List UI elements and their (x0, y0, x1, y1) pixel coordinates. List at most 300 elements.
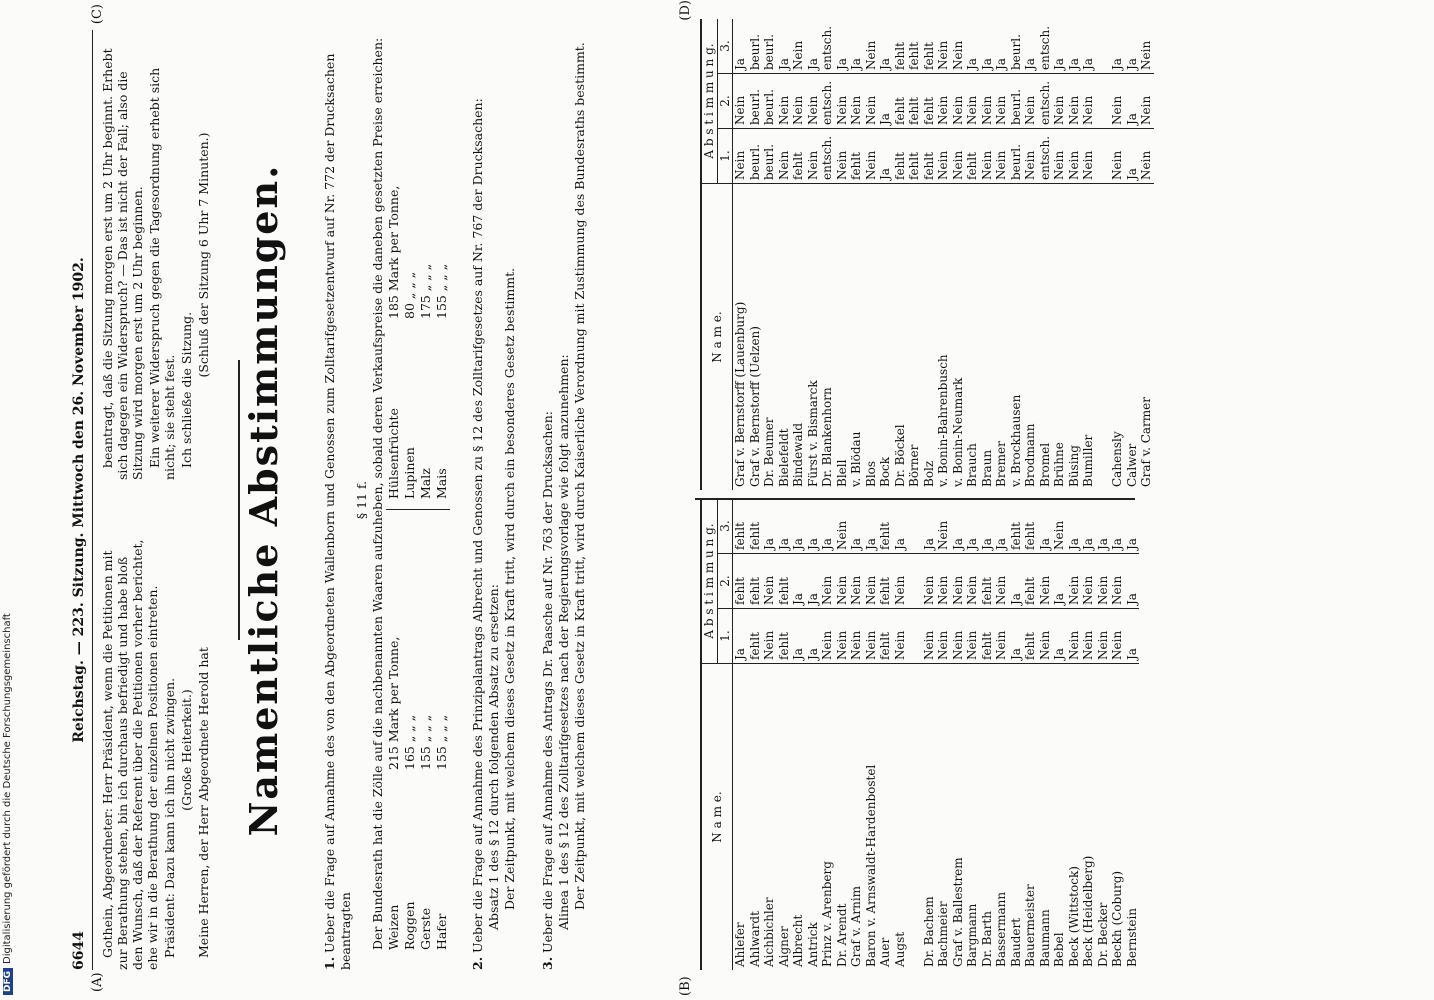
vote-cell-2: Nein (1081, 74, 1096, 129)
margin-marker-b: (B) (678, 976, 693, 996)
section-heading: Namentliche Abstimmungen. (241, 163, 286, 837)
section-divider (238, 360, 240, 640)
table-row (1052, 19, 1067, 490)
vote-cell-1: Ja (1125, 609, 1140, 664)
vote-cell-2: Nein (1067, 554, 1082, 609)
member-name: Graf v. Carmer (1139, 396, 1153, 487)
vote-cell-1: fehlt (980, 609, 995, 664)
vote-cell-1: Nein (864, 129, 879, 184)
vote-cell-1: Ja (878, 129, 893, 184)
member-name: Dr. Arendt (834, 903, 849, 967)
vote-cell-2: Nein (893, 554, 908, 609)
tariff-row (418, 510, 434, 950)
vote-cell-1: Ja (733, 609, 748, 664)
vote-cell-2: Nein (1081, 554, 1096, 609)
vote-cell-1: Nein (1139, 129, 1154, 184)
tariff-item: Gerste (418, 907, 433, 950)
tariff-list (386, 30, 450, 970)
vote-cell-3: Nein (936, 19, 951, 74)
member-name: Bielefeldt (776, 428, 791, 487)
vote-cell-1: fehlt (748, 609, 763, 664)
column-header-name: N a m e. (701, 664, 733, 971)
table-row (1081, 499, 1096, 970)
vote-cell-3: Nein (864, 19, 879, 74)
sidebar-credit-text (2, 600, 20, 995)
table-row (762, 499, 777, 970)
table-row (748, 499, 763, 970)
vote-cell-2: beurl. (762, 74, 777, 129)
table-row (922, 19, 937, 490)
vote-cell-1: Ja (1009, 609, 1024, 664)
vote-cell-2: entsch. (1038, 74, 1053, 129)
tariff-row (418, 59, 434, 499)
vote-cell-3: entsch. (820, 19, 835, 74)
table-row (748, 19, 763, 490)
tariff-row (434, 59, 450, 499)
vote-cell-1: Nein (951, 129, 966, 184)
vote-cell-3: Ja (922, 499, 937, 554)
vote-cell-1: Nein (951, 609, 966, 664)
vote-cell-3 (1096, 19, 1111, 74)
table-row (1081, 19, 1096, 490)
vote-cell-3: Ja (980, 19, 995, 74)
vote-cell-3: Ja (777, 19, 792, 74)
vote-cell-3: fehlt (922, 19, 937, 74)
vote-cell-2: Nein (951, 74, 966, 129)
vote-cell-2: Nein (1023, 74, 1038, 129)
member-name: Dr. Bachem (921, 896, 936, 967)
vote-cell-1: Nein (1096, 609, 1111, 664)
margin-marker-c: (C) (90, 4, 105, 25)
vote-cell-3: Ja (994, 499, 1009, 554)
tariff-left (386, 510, 450, 970)
member-name: Braun (979, 449, 994, 487)
page-number: 6644 (71, 931, 87, 970)
table-row (849, 19, 864, 490)
vote-cell-3: Ja (733, 19, 748, 74)
vote-cell-1: Nein (965, 609, 980, 664)
vote-cell-2: Nein (1110, 74, 1125, 129)
table-row (936, 499, 951, 970)
vote-cell-1: Nein (922, 609, 937, 664)
vote-cell-3: Ja (1081, 499, 1096, 554)
vote-cell-2: Nein (791, 74, 806, 129)
vote-cell-2: Nein (733, 74, 748, 129)
vote-cell-2: fehlt (777, 554, 792, 609)
vote-cell-3: Nein (1052, 499, 1067, 554)
member-name: Antrick (805, 922, 820, 967)
column-header-1: 1. (717, 609, 733, 664)
vote-cell-2: Nein (1067, 74, 1082, 129)
paragraph-ref: § 11 f. (354, 480, 369, 520)
vote-cell-1: entsch. (1038, 129, 1053, 184)
vote-cell-2: Nein (1052, 74, 1067, 129)
table-row (878, 499, 893, 970)
table-row (806, 499, 821, 970)
question-number: 1. (322, 956, 337, 970)
margin-marker-d: (D) (678, 0, 693, 21)
vote-cell-1: fehlt (777, 609, 792, 664)
table-row (980, 19, 995, 490)
table-row (1009, 499, 1024, 970)
table-row (878, 19, 893, 490)
table-row (1052, 499, 1067, 970)
member-name: Fürst v. Bismarck (805, 380, 820, 487)
table-row (820, 19, 835, 490)
table-row (951, 19, 966, 490)
member-name: Bernstein (1124, 907, 1139, 967)
question-text: Ueber die Frage auf Annahme des Antrags Dr. Paasche auf Nr. 763 der Drucksachen: (540, 411, 555, 953)
dfg-logo: DFG (3, 968, 13, 995)
vote-cell-1: Nein (849, 609, 864, 664)
vote-cell-1: Nein (936, 609, 951, 664)
member-name: Brodmann (1023, 423, 1037, 487)
vote-cell-3: Ja (893, 499, 908, 554)
tariff-price: 185 Mark per Tonne, (386, 185, 401, 319)
table-row (1096, 19, 1111, 490)
table-row (1125, 499, 1140, 970)
vote-cell-2: Nein (936, 74, 951, 129)
table-row (835, 499, 850, 970)
member-name (907, 664, 922, 971)
vote-cell-3: Nein (1139, 19, 1154, 74)
vote-cell-1: fehlt (893, 129, 908, 184)
table-row (791, 499, 806, 970)
vote-cell-3: Ja (878, 19, 893, 74)
vote-cell-2: fehlt (748, 554, 763, 609)
vote-cell-3: Ja (1110, 19, 1125, 74)
vote-cell-1: Nein (1067, 129, 1082, 184)
paragraph: Meine Herren, der Herr Abgeordnete Herold hat (196, 647, 211, 958)
member-name: Aigner (776, 926, 791, 967)
member-name: Börner (907, 444, 921, 487)
table-row (1023, 19, 1038, 490)
vote-cell-3: fehlt (733, 499, 748, 554)
vote-cell-2: Nein (1038, 554, 1053, 609)
vote-cell-1: Nein (762, 609, 777, 664)
vote-cell-1: Ja (806, 609, 821, 664)
member-name: Bremer (994, 441, 1008, 487)
member-name: Bock (878, 456, 892, 487)
vote-table-right (700, 19, 1154, 490)
table-header-row (701, 19, 717, 490)
vote-cell-2: fehlt (893, 74, 908, 129)
member-name: Bromel (1037, 442, 1052, 487)
vote-cell-2: Ja (1009, 554, 1024, 609)
vote-cell-1: fehlt (791, 129, 806, 184)
column-header-2: 2. (717, 554, 733, 609)
member-name: Bumiller (1081, 434, 1095, 487)
member-name: v. Blödau (849, 431, 863, 487)
vote-cell-1: fehlt (965, 129, 980, 184)
member-name: Beck (Wittstock) (1066, 866, 1081, 967)
vote-cell-1: Nein (777, 129, 792, 184)
table-row (1139, 19, 1154, 490)
member-name: Dr. Böckel (892, 424, 907, 487)
paragraph: Ich schließe die Sitzung. (179, 311, 194, 468)
member-name: Bachmeier (936, 901, 950, 967)
vote-cell-2 (907, 554, 922, 609)
column-header-abstimmung: A b s t i m m u n g. (701, 19, 717, 184)
member-name: Bebel (1052, 932, 1066, 967)
vote-cell-3: Nein (936, 499, 951, 554)
vote-cell-1: beurl. (748, 129, 763, 184)
vote-cell-1: fehlt (878, 609, 893, 664)
vote-cell-2: Nein (864, 554, 879, 609)
member-name: Cahensly (1110, 431, 1124, 487)
page-header (70, 30, 93, 970)
vote-cell-3: fehlt (893, 19, 908, 74)
member-name: Aichbichler (762, 897, 776, 967)
vote-cell-2: Ja (791, 554, 806, 609)
vote-cell-1: entsch. (820, 129, 835, 184)
vote-cell-2: Nein (777, 74, 792, 129)
vote-cell-1: Nein (994, 609, 1009, 664)
table-row (849, 499, 864, 970)
vote-cell-1: Nein (1038, 609, 1053, 664)
vote-cell-3: Ja (951, 499, 966, 554)
vote-cell-3: Ja (965, 19, 980, 74)
paragraph: Ein weiterer Widerspruch gegen die Tagesordnung erhebt sich nicht; sie steht fest. (147, 67, 177, 480)
vote-cell-2: Nein (762, 554, 777, 609)
member-name: v. Brockhausen (1008, 394, 1023, 487)
tariff-row (434, 510, 450, 950)
vote-cell-2: fehlt (980, 554, 995, 609)
table-row (864, 19, 879, 490)
vote-cell-2: fehlt (733, 554, 748, 609)
vote-cell-2: Nein (835, 74, 850, 129)
tariff-row (386, 510, 402, 950)
member-name: Beckh (Coburg) (1110, 870, 1124, 967)
column-header-name: N a m e. (701, 184, 733, 491)
column-header-3: 3. (717, 499, 733, 554)
vote-cell-2: Nein (980, 74, 995, 129)
vote-cell-1: Nein (864, 609, 879, 664)
vote-cell-2: fehlt (1023, 554, 1038, 609)
vote-cell-2: Ja (1125, 554, 1140, 609)
vote-cell-3: fehlt (748, 499, 763, 554)
vote-cell-3: Ja (820, 499, 835, 554)
vote-cell-2: Ja (878, 74, 893, 129)
question-sub: Der Zeitpunkt, mit welchem dieses Gesetz in Kraft tritt, wird durch ein besonderes Gesetz bestimmt. (502, 267, 517, 910)
member-name: Graf v. Bernstorff (Uelzen) (747, 326, 762, 487)
table-body (733, 499, 1140, 970)
member-name: Baudert (1008, 917, 1023, 967)
table-row (1038, 19, 1053, 490)
table-row (1009, 19, 1024, 490)
member-name: Brauch (965, 443, 979, 487)
vote-cell-1: Nein (806, 129, 821, 184)
vote-cell-2 (1096, 74, 1111, 129)
column-header-abstimmung: A b s t i m m u n g. (701, 499, 717, 664)
table-row (1096, 499, 1111, 970)
vote-cell-3: Nein (791, 19, 806, 74)
vote-cell-1: Ja (1125, 129, 1140, 184)
vote-cell-2: Nein (849, 74, 864, 129)
tariff-right (386, 59, 450, 510)
vote-cell-3: Ja (864, 499, 879, 554)
table-row (980, 499, 995, 970)
vote-cell-2: Nein (1096, 554, 1111, 609)
question-sub: Alinea 1 des § 12 des Zolltarifgesetzes nach der Regierungsvorlage wie folgt anzunehmen: (556, 354, 571, 930)
member-name: Auer (878, 937, 892, 967)
vote-cell-2: Nein (994, 74, 1009, 129)
vote-cell-1 (1096, 129, 1111, 184)
vote-cell-1: Nein (893, 609, 908, 664)
tariff-price: 175 „ „ „ (418, 263, 433, 319)
question-number: 3. (540, 956, 555, 970)
margin-marker-a: (A) (90, 972, 105, 992)
tariff-row (402, 59, 418, 499)
vote-cell-2: Nein (965, 554, 980, 609)
table-row (1067, 499, 1082, 970)
vote-cell-1: Nein (1110, 609, 1125, 664)
vote-cell-3: fehlt (1009, 499, 1024, 554)
vote-cell-1: Nein (1081, 609, 1096, 664)
vote-cell-3: Ja (1125, 19, 1140, 74)
vote-cell-1: Nein (820, 609, 835, 664)
vote-cell-2: beurl. (1009, 74, 1024, 129)
member-name: Albrecht (791, 914, 805, 967)
vote-cell-1: fehlt (1023, 609, 1038, 664)
vote-cell-3: Nein (951, 19, 966, 74)
vote-cell-3: beurl. (748, 19, 763, 74)
table-row (994, 499, 1009, 970)
credit-text: Digitalisierung gefördert durch die Deutsche Forschungsgemeinschaft (2, 613, 13, 964)
member-name (1096, 184, 1111, 491)
vote-cell-3: Ja (1125, 499, 1140, 554)
vote-cell-2: Nein (1139, 74, 1154, 129)
table-row (893, 19, 908, 490)
vote-cell-3: beurl. (762, 19, 777, 74)
question-text: Ueber die Frage auf Annahme des Prinzipalantrags Albrecht und Genossen zu § 12 des Zolltarifgesetzes auf Nr. 767 der Drucksachen: (470, 98, 485, 953)
question-text: Ueber die Frage auf Annahme des von den Abgeordneten Wallenborn und Genossen zum Zolltarifgesetzentwurf auf Nr. 772 der Drucksachen beantragten (322, 53, 353, 970)
tariff-price: 165 „ „ „ (402, 714, 417, 770)
vote-cell-3: Ja (777, 499, 792, 554)
vote-cell-2: Nein (864, 74, 879, 129)
vote-cell-3: Ja (980, 499, 995, 554)
vote-cell-3: fehlt (907, 19, 922, 74)
vote-cell-3: Ja (835, 19, 850, 74)
member-name: Dr. Barth (979, 911, 994, 967)
table-row (777, 499, 792, 970)
vote-cell-2: Ja (1125, 74, 1140, 129)
vote-cell-2: Nein (849, 554, 864, 609)
vote-cell-3: Ja (791, 499, 806, 554)
member-name: Büsing (1066, 445, 1081, 487)
vote-cell-2: fehlt (878, 554, 893, 609)
vote-cell-2: Nein (965, 74, 980, 129)
member-name: Prinz v. Arenberg (820, 861, 834, 967)
vote-cell-3 (907, 499, 922, 554)
left-text-column (100, 530, 213, 970)
vote-cell-3: Ja (1052, 19, 1067, 74)
table-row (1067, 19, 1082, 490)
table-row (936, 19, 951, 490)
vote-cell-1: fehlt (922, 129, 937, 184)
table-row (907, 19, 922, 490)
member-name: Graf v. Ballestrem (950, 857, 965, 967)
question-number: 2. (470, 956, 485, 970)
vote-cell-1: fehlt (907, 129, 922, 184)
vote-cell-3: Ja (762, 499, 777, 554)
vote-cell-1: beurl. (1009, 129, 1024, 184)
member-name: Dr. Beumer (762, 417, 776, 487)
vote-cell-2: Nein (820, 554, 835, 609)
member-name: Dr. Blankenhorn (820, 387, 834, 487)
vote-cell-1: Ja (1052, 609, 1067, 664)
member-name: Calwer (1124, 443, 1139, 487)
vote-cell-3: Ja (1096, 499, 1111, 554)
table-row (1110, 499, 1125, 970)
vote-cell-3: Ja (1038, 499, 1053, 554)
paragraph: beantragt, daß die Sitzung morgen erst um 2 Uhr beginnt. Erhebt sich dagegen ein Widerspruch? — Das ist nicht der Fall; also die Sitzung wird morgen erst um 2 Uhr beginnen. (100, 48, 145, 480)
tariff-price: 155 „ „ „ (434, 714, 449, 770)
table-row (733, 19, 748, 490)
tariff-item: Lupinen (402, 447, 417, 499)
table-header-row (701, 499, 717, 970)
paragraph: Präsident: Dazu kann ich ihn nicht zwingen. (162, 677, 177, 958)
table-row (922, 499, 937, 970)
sidebar-credit (2, 600, 20, 995)
tariff-item: Hafer (434, 913, 449, 950)
vote-cell-1: Ja (791, 609, 806, 664)
member-name: Baumann (1037, 909, 1052, 967)
vote-cell-1: Nein (835, 129, 850, 184)
table-row (1110, 19, 1125, 490)
table-row (1125, 19, 1140, 490)
member-name: Dr. Becker (1095, 902, 1110, 967)
vote-cell-1: Nein (835, 609, 850, 664)
member-name: Ahlefer (733, 922, 747, 967)
member-name: v. Bonin-Bahrenbusch (936, 354, 950, 487)
column-header-1: 1. (717, 129, 733, 184)
tariff-item: Roggen (402, 901, 417, 950)
vote-cell-1: Nein (936, 129, 951, 184)
vote-cell-1: Nein (1110, 129, 1125, 184)
vote-cell-3: Ja (849, 499, 864, 554)
member-name: Graf v. Arnim (849, 885, 863, 967)
vote-cell-3: Ja (849, 19, 864, 74)
member-name: Brühne (1052, 442, 1066, 487)
vote-cell-2: Nein (806, 74, 821, 129)
question-intro: Der Bundesrath hat die Zölle auf die nachbenannten Waaren aufzuheben, sobald deren Verkaufspreise die daneben gesetzten Preise erreichen: (370, 37, 385, 950)
vote-cell-3: Ja (1067, 499, 1082, 554)
table-row (806, 19, 821, 490)
vote-cell-1 (907, 609, 922, 664)
member-name: Baron v. Arnswaldt-Hardenbostel (863, 764, 878, 967)
vote-cell-1: Nein (1067, 609, 1082, 664)
vote-cell-2: Nein (1110, 554, 1125, 609)
vote-cell-2: fehlt (907, 74, 922, 129)
table-row (965, 19, 980, 490)
vote-cell-3: beurl. (1009, 19, 1024, 74)
vote-cell-2: Nein (951, 554, 966, 609)
tariff-price: 215 Mark per Tonne, (386, 636, 401, 770)
column-header-3: 3. (717, 19, 733, 74)
vote-cell-3: Nein (835, 499, 850, 554)
vote-cell-1: Nein (1081, 129, 1096, 184)
table-row (762, 19, 777, 490)
vote-cell-1: beurl. (762, 129, 777, 184)
table-row (733, 499, 748, 970)
vote-cell-3: Ja (1067, 19, 1082, 74)
vote-cell-3: Ja (806, 499, 821, 554)
tariff-item: Mais (434, 468, 449, 499)
tariff-item: Hülsenfrüchte (386, 408, 401, 499)
tariff-row (402, 510, 418, 950)
header-title: Reichstag. — 223. Sitzung. Mittwoch den 26. November 1902. (71, 257, 87, 743)
